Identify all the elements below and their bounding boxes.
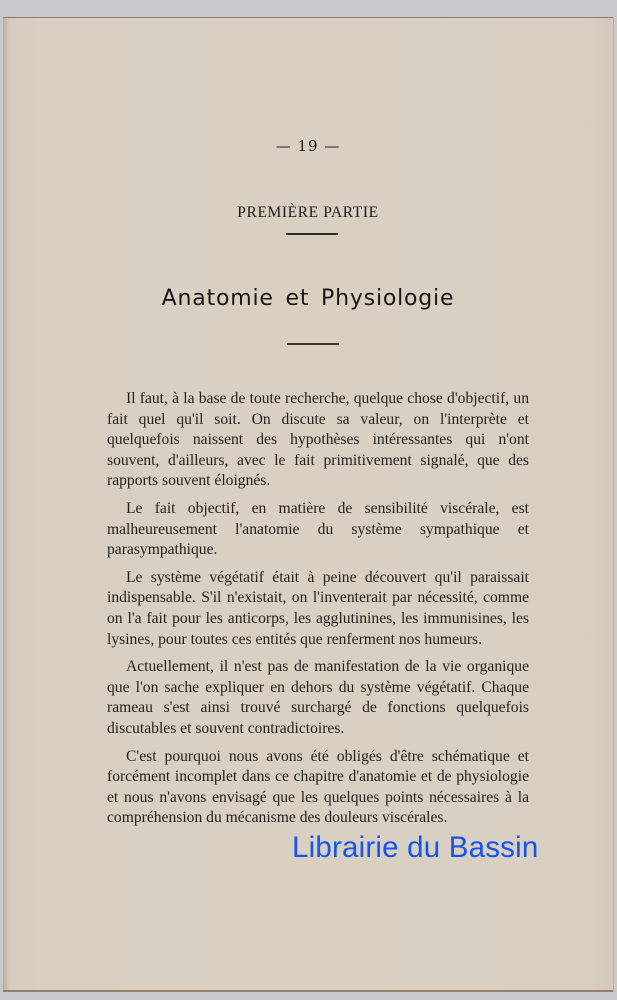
body-text (107, 389, 529, 836)
spine-shadow (3, 18, 9, 990)
chapter-title-rule (287, 343, 339, 345)
paragraph: Le fait objectif, en matière de sensibilité viscérale, est malheureusement l'anatomie du système sympathique et parasympathique. (107, 499, 529, 559)
paragraph: Actuellement, il n'est pas de manifestation de la vie organique que l'on sache expliquer en dehors du système végétatif. Chaque rameau s'est ainsi trouvé surchargé de fonctions quelquefois discutables et souvent contradictoires. (107, 658, 529, 737)
paragraph: C'est pourquoi nous avons été obligés d'être schématique et forcément incomplet dans ce chapitre d'anatomie et de physiologie et nous n'avons envisagé que les quelques points nécessaires à la compréhension du mécanisme des douleurs viscérales. (107, 747, 529, 827)
paragraph: Il faut, à la base de toute recherche, quelque chose d'objectif, un fait quel qu'il soit. On discute sa valeur, on l'interprète et quelquefois naissent des hypothèses intéressantes qui n'ont souvent, d'ailleurs, avec le fait primitivement signalé, que des rapports souvent éloignés. (107, 390, 529, 490)
paragraph: Le système végétatif était à peine découvert qu'il paraissait indispensable. S'il n'existait, on l'inventerait par nécessité, comme on l'a fait pour les anticorps, les agglutinines, les immunisines, les lysines, pour toutes ces entités que renferment nos humeurs. (107, 568, 529, 648)
watermark-text: Librairie du Bassin (292, 831, 539, 864)
part-title-rule (286, 233, 338, 235)
part-title: PREMIÈRE PARTIE (237, 204, 379, 221)
page-number: — 19 — (275, 137, 341, 155)
chapter-title: Anatomie et Physiologie (161, 286, 455, 311)
